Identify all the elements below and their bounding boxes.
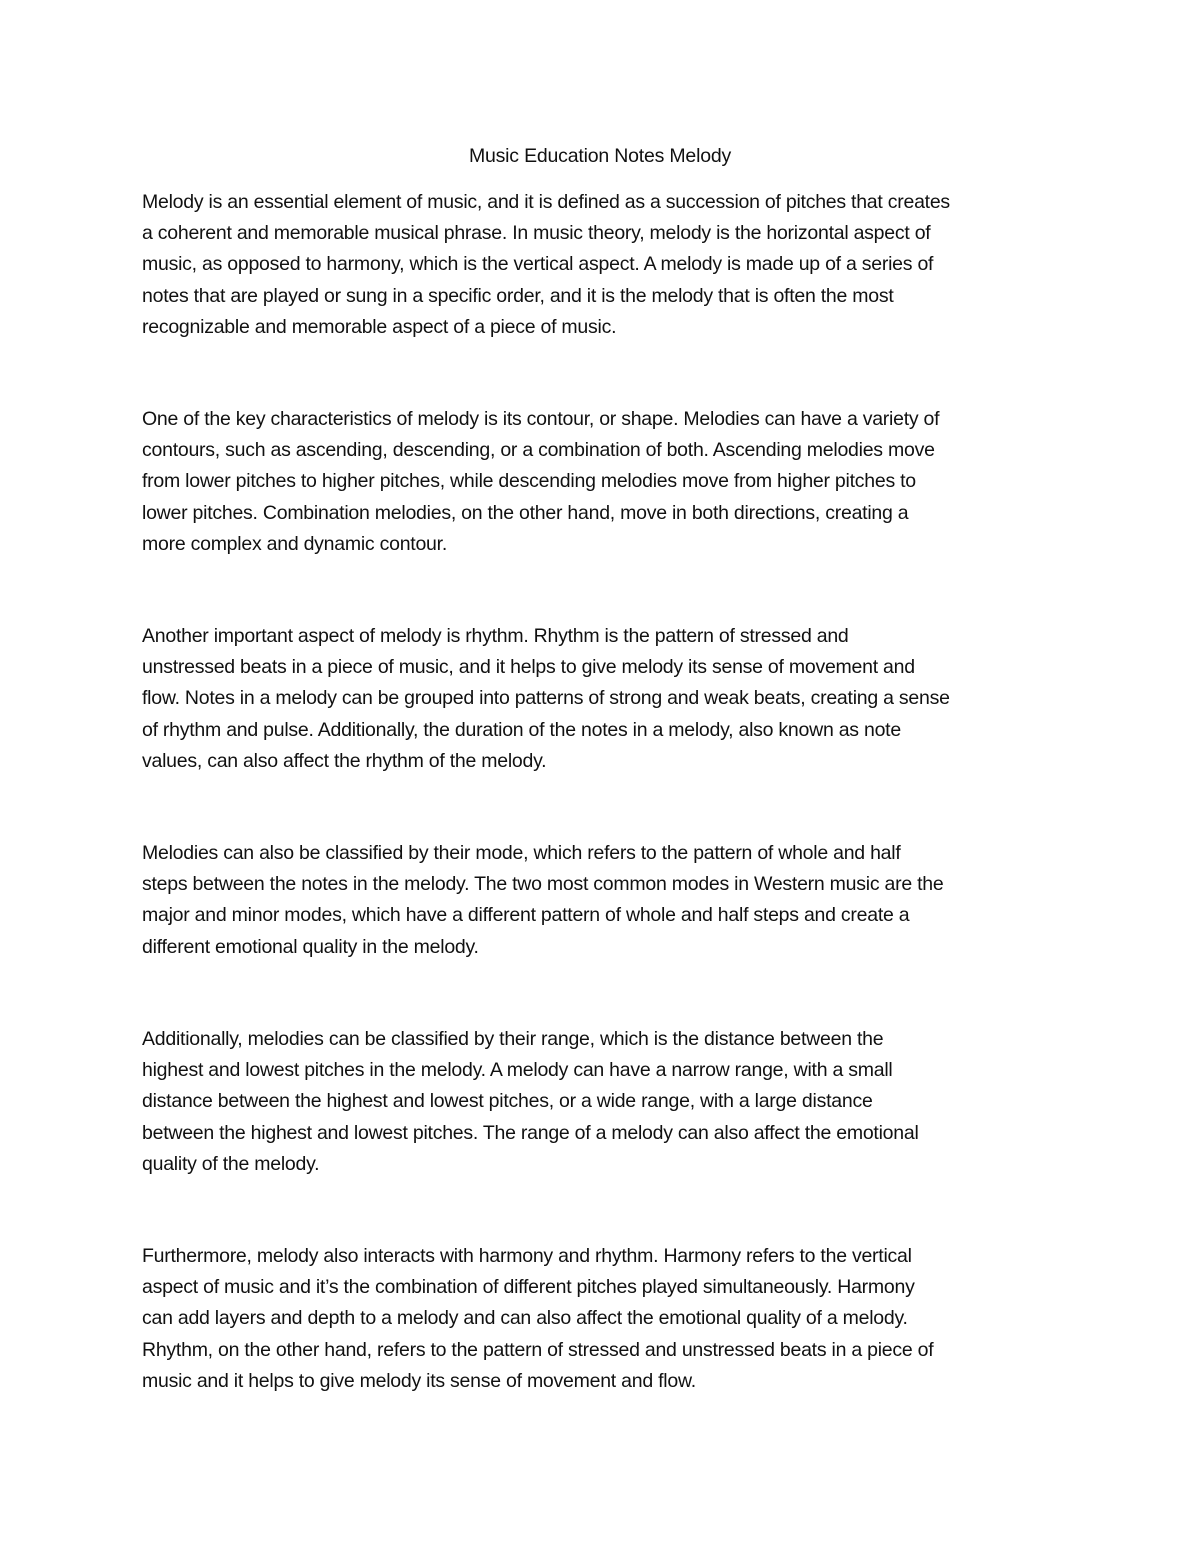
text-line: unstressed beats in a piece of music, and it helps to give melody its sense of movement and [142,656,915,679]
text-line: from lower pitches to higher pitches, while descending melodies move from higher pitches to [142,470,916,493]
text-line: a coherent and memorable musical phrase. In music theory, melody is the horizontal aspect of [142,222,931,245]
paragraph-melody-definition [142,187,1062,343]
text-line: flow. Notes in a melody can be grouped into patterns of strong and weak beats, creating a sense [142,687,950,710]
text-line: values, can also affect the rhythm of the melody. [142,749,547,772]
text-line: can add layers and depth to a melody and can also affect the emotional quality of a melody. [142,1307,908,1330]
text-line: highest and lowest pitches in the melody. A melody can have a narrow range, with a small [142,1059,893,1082]
text-line: different emotional quality in the melody. [142,935,479,958]
text-line: lower pitches. Combination melodies, on the other hand, move in both directions, creating a [142,501,909,524]
text-line: Melodies can also be classified by their mode, which refers to the pattern of whole and half [142,842,901,864]
page-title: Music Education Notes Melody [468,145,732,167]
text-line: notes that are played or sung in a specific order, and it is the melody that is often the most [142,284,894,307]
text-line: quality of the melody. [142,1152,320,1175]
paragraph-harmony-rhythm [142,1241,1062,1397]
text-line: music, as opposed to harmony, which is the vertical aspect. A melody is made up of a series of [142,253,934,276]
text-line: Rhythm, on the other hand, refers to the pattern of stressed and unstressed beats in a piece of [142,1338,934,1361]
text-line: Additionally, melodies can be classified by their range, which is the distance between the [142,1028,884,1050]
paragraph-rhythm [142,621,1062,777]
text-line: contours, such as ascending, descending, or a combination of both. Ascending melodies move [142,439,935,462]
paragraph-mode [142,838,1062,963]
text-line: Furthermore, melody also interacts with harmony and rhythm. Harmony refers to the vertical [142,1245,912,1267]
text-line: steps between the notes in the melody. The two most common modes in Western music are the [142,873,944,896]
text-line: music and it helps to give melody its sense of movement and flow. [142,1369,696,1392]
text-line: Melody is an essential element of music, and it is defined as a succession of pitches that creates [142,191,950,213]
text-line: between the highest and lowest pitches. The range of a melody can also affect the emotional [142,1121,919,1144]
text-line: recognizable and memorable aspect of a piece of music. [142,315,617,338]
text-line: of rhythm and pulse. Additionally, the duration of the notes in a melody, also known as note [142,718,901,741]
paragraph-range [142,1024,1062,1180]
text-line: One of the key characteristics of melody is its contour, or shape. Melodies can have a variety of [142,408,940,430]
text-line: distance between the highest and lowest pitches, or a wide range, with a large distance [142,1090,873,1113]
text-line: major and minor modes, which have a different pattern of whole and half steps and create a [142,904,910,927]
paragraph-contour [142,404,1062,560]
text-line: more complex and dynamic contour. [142,532,447,555]
text-line: aspect of music and it’s the combination of different pitches played simultaneously. Harmony [142,1276,915,1299]
text-line: Another important aspect of melody is rhythm. Rhythm is the pattern of stressed and [142,625,849,647]
